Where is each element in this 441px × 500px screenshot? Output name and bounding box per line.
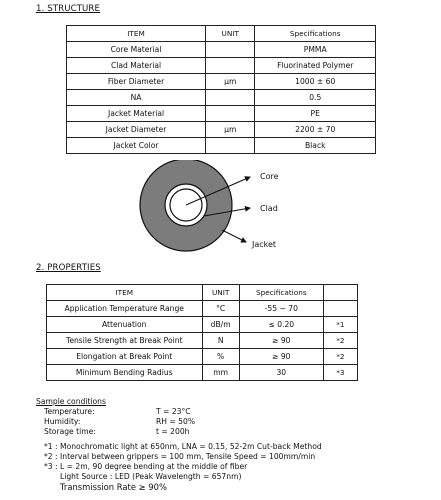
row-unit bbox=[206, 42, 255, 58]
table-row bbox=[47, 333, 358, 349]
sample-conditions-title: Sample conditions bbox=[36, 397, 106, 406]
condition-row bbox=[36, 427, 195, 437]
properties-title: 2. PROPERTIES bbox=[36, 263, 101, 273]
row-spec: 30 bbox=[239, 365, 323, 381]
row-item: Jacket Material bbox=[67, 106, 206, 122]
header-specifications: Specifications bbox=[239, 285, 323, 301]
sample-conditions bbox=[36, 397, 195, 437]
jacket-label: Jacket bbox=[252, 240, 277, 249]
core-label: Core bbox=[260, 172, 279, 181]
row-spec: Fluorinated Polymer bbox=[255, 58, 376, 74]
row-unit: μm bbox=[206, 122, 255, 138]
condition-value: RH = 50% bbox=[156, 417, 196, 426]
table-row bbox=[47, 349, 358, 365]
fiber-cross-section-svg bbox=[0, 160, 441, 255]
row-item: Clad Material bbox=[67, 58, 206, 74]
condition-key: Temperature: bbox=[44, 407, 95, 416]
footnote-3-transmission-rate: Transmission Rate ≥ 90% bbox=[60, 482, 167, 492]
row-unit bbox=[206, 90, 255, 106]
jacket-arrow bbox=[222, 230, 246, 242]
row-unit: mm bbox=[202, 365, 239, 381]
table-row bbox=[47, 365, 358, 381]
table-row bbox=[47, 317, 358, 333]
row-unit bbox=[206, 58, 255, 74]
table-row bbox=[67, 138, 376, 154]
table-row bbox=[67, 90, 376, 106]
structure-table bbox=[66, 25, 376, 154]
condition-row bbox=[36, 407, 195, 417]
table-row bbox=[67, 106, 376, 122]
condition-key: Storage time: bbox=[44, 427, 96, 436]
row-spec: -55 ~ 70 bbox=[239, 301, 323, 317]
header-item: ITEM bbox=[67, 26, 206, 42]
row-item: Minimum Bending Radius bbox=[47, 365, 203, 381]
structure-title: 1. STRUCTURE bbox=[36, 4, 101, 14]
row-item: Elongation at Break Point bbox=[47, 349, 203, 365]
row-note: *2 bbox=[323, 333, 357, 349]
row-unit: °C bbox=[202, 301, 239, 317]
header-note bbox=[323, 285, 357, 301]
fiber-cross-section-diagram bbox=[0, 160, 441, 255]
row-item: Attenuation bbox=[47, 317, 203, 333]
header-unit: UNIT bbox=[206, 26, 255, 42]
footnotes bbox=[44, 442, 434, 492]
row-unit bbox=[206, 138, 255, 154]
table-row bbox=[67, 42, 376, 58]
condition-value: t = 200h bbox=[156, 427, 190, 436]
footnote-3-light-source: Light Source : LED (Peak Wavelength = 657nm) bbox=[60, 472, 242, 481]
row-unit: μm bbox=[206, 74, 255, 90]
row-spec: 2200 ± 70 bbox=[255, 122, 376, 138]
row-item: Jacket Color bbox=[67, 138, 206, 154]
row-item: NA bbox=[67, 90, 206, 106]
condition-row bbox=[36, 417, 195, 427]
header-unit: UNIT bbox=[202, 285, 239, 301]
row-unit: dB/m bbox=[202, 317, 239, 333]
row-item: Jacket Diameter bbox=[67, 122, 206, 138]
row-item: Application Temperature Range bbox=[47, 301, 203, 317]
row-unit: N bbox=[202, 333, 239, 349]
properties-header-row bbox=[47, 285, 358, 301]
footnote-2: *2 : Interval between grippers = 100 mm, Tensile Speed = 100mm/min bbox=[44, 452, 316, 461]
structure-header-row bbox=[67, 26, 376, 42]
header-specifications: Specifications bbox=[255, 26, 376, 42]
row-note: *3 bbox=[323, 365, 357, 381]
table-row bbox=[67, 58, 376, 74]
row-note: *2 bbox=[323, 349, 357, 365]
row-note bbox=[323, 301, 357, 317]
row-spec: 0.5 bbox=[255, 90, 376, 106]
row-item: Fiber Diameter bbox=[67, 74, 206, 90]
table-row bbox=[67, 122, 376, 138]
condition-key: Humidity: bbox=[44, 417, 81, 426]
clad-label: Clad bbox=[260, 204, 278, 213]
table-row bbox=[47, 301, 358, 317]
footnote-1: *1 : Monochromatic light at 650nm, LNA = 0.15, 52-2m Cut-back Method bbox=[44, 442, 322, 451]
table-row bbox=[67, 74, 376, 90]
row-item: Tensile Strength at Break Point bbox=[47, 333, 203, 349]
row-spec: ≥ 90 bbox=[239, 349, 323, 365]
row-item: Core Material bbox=[67, 42, 206, 58]
row-spec: 1000 ± 60 bbox=[255, 74, 376, 90]
header-item: ITEM bbox=[47, 285, 203, 301]
footnote-3: *3 : L = 2m, 90 degree bending at the middle of fiber bbox=[44, 462, 248, 471]
row-spec: PE bbox=[255, 106, 376, 122]
properties-table bbox=[46, 284, 358, 381]
row-unit: % bbox=[202, 349, 239, 365]
row-spec: Black bbox=[255, 138, 376, 154]
row-unit bbox=[206, 106, 255, 122]
row-spec: PMMA bbox=[255, 42, 376, 58]
row-spec: ≤ 0.20 bbox=[239, 317, 323, 333]
row-spec: ≥ 90 bbox=[239, 333, 323, 349]
condition-value: T = 23°C bbox=[156, 407, 191, 416]
row-note: *1 bbox=[323, 317, 357, 333]
